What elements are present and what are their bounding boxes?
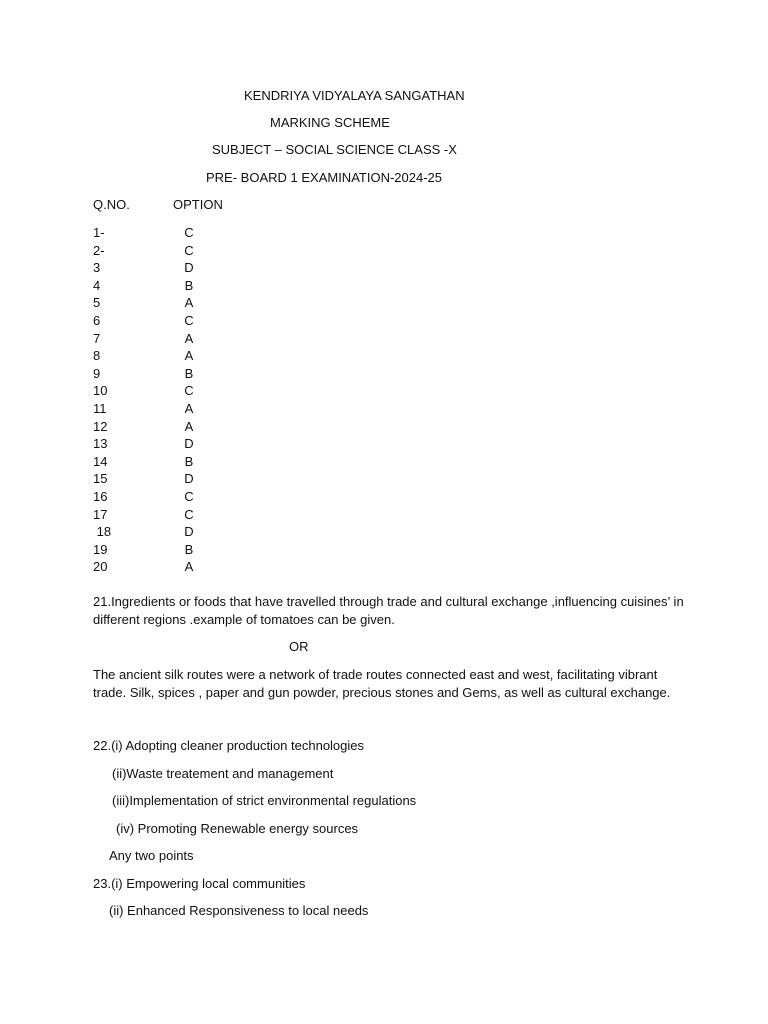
q22-point-2: (ii)Waste treatement and management xyxy=(112,766,334,781)
q21-answer: 21.Ingredients or foods that have travelled through trade and cultural exchange ,influencing cuisines’ in different regions .example of tomatoes can be given. xyxy=(93,594,684,627)
table-row xyxy=(93,259,213,276)
answer-option: D xyxy=(184,260,194,276)
table-row xyxy=(93,382,213,399)
table-row xyxy=(93,558,213,575)
question-number: 7 xyxy=(93,330,101,346)
question-number: 1- xyxy=(93,225,105,240)
answer-option: D xyxy=(184,471,194,487)
subject-line: SUBJECT – SOCIAL SCIENCE CLASS -X xyxy=(212,142,457,157)
question-number: 2- xyxy=(93,242,105,258)
question-number: 16 xyxy=(93,489,108,504)
table-row xyxy=(93,347,213,364)
q22-point-3: (iii)Implementation of strict environmental regulations xyxy=(112,793,417,808)
answer-option: C xyxy=(184,506,194,522)
answer-option: D xyxy=(184,524,194,540)
table-row xyxy=(93,365,213,382)
answer-option: C xyxy=(184,383,194,399)
question-number: 13 xyxy=(93,436,108,452)
answer-option: C xyxy=(184,313,194,328)
question-number: 18 xyxy=(93,524,112,540)
question-number: 8 xyxy=(93,348,101,364)
answer-option: C xyxy=(184,242,194,258)
table-row xyxy=(93,488,213,505)
answer-option: A xyxy=(184,559,194,575)
table-row xyxy=(93,506,213,523)
q21-alt-answer: The ancient silk routes were a network of trade routes connected east and west, facilitating vibrant trade. Silk, spices , paper and gun powder, precious stones and Gems, as well as cultural exchange. xyxy=(93,667,671,700)
question-number: 4 xyxy=(93,277,101,293)
question-number: 11 xyxy=(93,401,107,416)
question-number: 15 xyxy=(93,471,108,487)
table-row xyxy=(93,418,213,435)
q22-point-4: (iv) Promoting Renewable energy sources xyxy=(116,821,359,836)
table-row xyxy=(93,277,213,294)
answer-option: B xyxy=(184,277,194,293)
table-row xyxy=(93,470,213,487)
question-number: 17 xyxy=(93,506,108,522)
col-option-header: OPTION xyxy=(173,197,223,212)
table-row xyxy=(93,224,213,241)
col-qno-header: Q.NO. xyxy=(93,197,130,212)
table-row xyxy=(93,453,213,470)
answer-option: D xyxy=(184,436,194,452)
answer-option: C xyxy=(184,225,194,240)
doc-type: MARKING SCHEME xyxy=(270,115,390,130)
question-number: 3 xyxy=(93,260,101,276)
answer-option: C xyxy=(184,489,194,504)
q23-point-2: (ii) Enhanced Responsiveness to local needs xyxy=(109,903,369,918)
answer-option: A xyxy=(184,348,194,364)
question-number: 20 xyxy=(93,559,108,575)
question-number: 5 xyxy=(93,295,101,311)
table-row xyxy=(93,294,213,311)
question-number: 12 xyxy=(93,418,108,434)
table-row xyxy=(93,523,213,540)
answer-option: B xyxy=(184,365,194,381)
q23-point-1: 23.(i) Empowering local communities xyxy=(93,876,306,891)
answer-option: B xyxy=(184,541,194,557)
answer-option: A xyxy=(184,295,194,311)
table-row xyxy=(93,312,213,329)
table-row xyxy=(93,242,213,259)
answer-option: A xyxy=(184,330,194,346)
question-number: 19 xyxy=(93,541,108,557)
exam-title: PRE- BOARD 1 EXAMINATION-2024-25 xyxy=(206,170,442,185)
table-row xyxy=(93,541,213,558)
table-row xyxy=(93,330,213,347)
answer-option: A xyxy=(184,418,194,434)
q22-note: Any two points xyxy=(109,848,194,863)
answer-option: A xyxy=(184,401,194,416)
question-number: 6 xyxy=(93,313,101,328)
question-number: 14 xyxy=(93,453,108,469)
or-separator: OR xyxy=(289,639,309,654)
question-number: 9 xyxy=(93,365,101,381)
table-row xyxy=(93,400,213,417)
question-number: 10 xyxy=(93,383,108,399)
answer-option: B xyxy=(184,453,194,469)
q22-point-1: 22.(i) Adopting cleaner production technologies xyxy=(93,738,365,753)
table-row xyxy=(93,435,213,452)
org-title: KENDRIYA VIDYALAYA SANGATHAN xyxy=(244,88,465,103)
